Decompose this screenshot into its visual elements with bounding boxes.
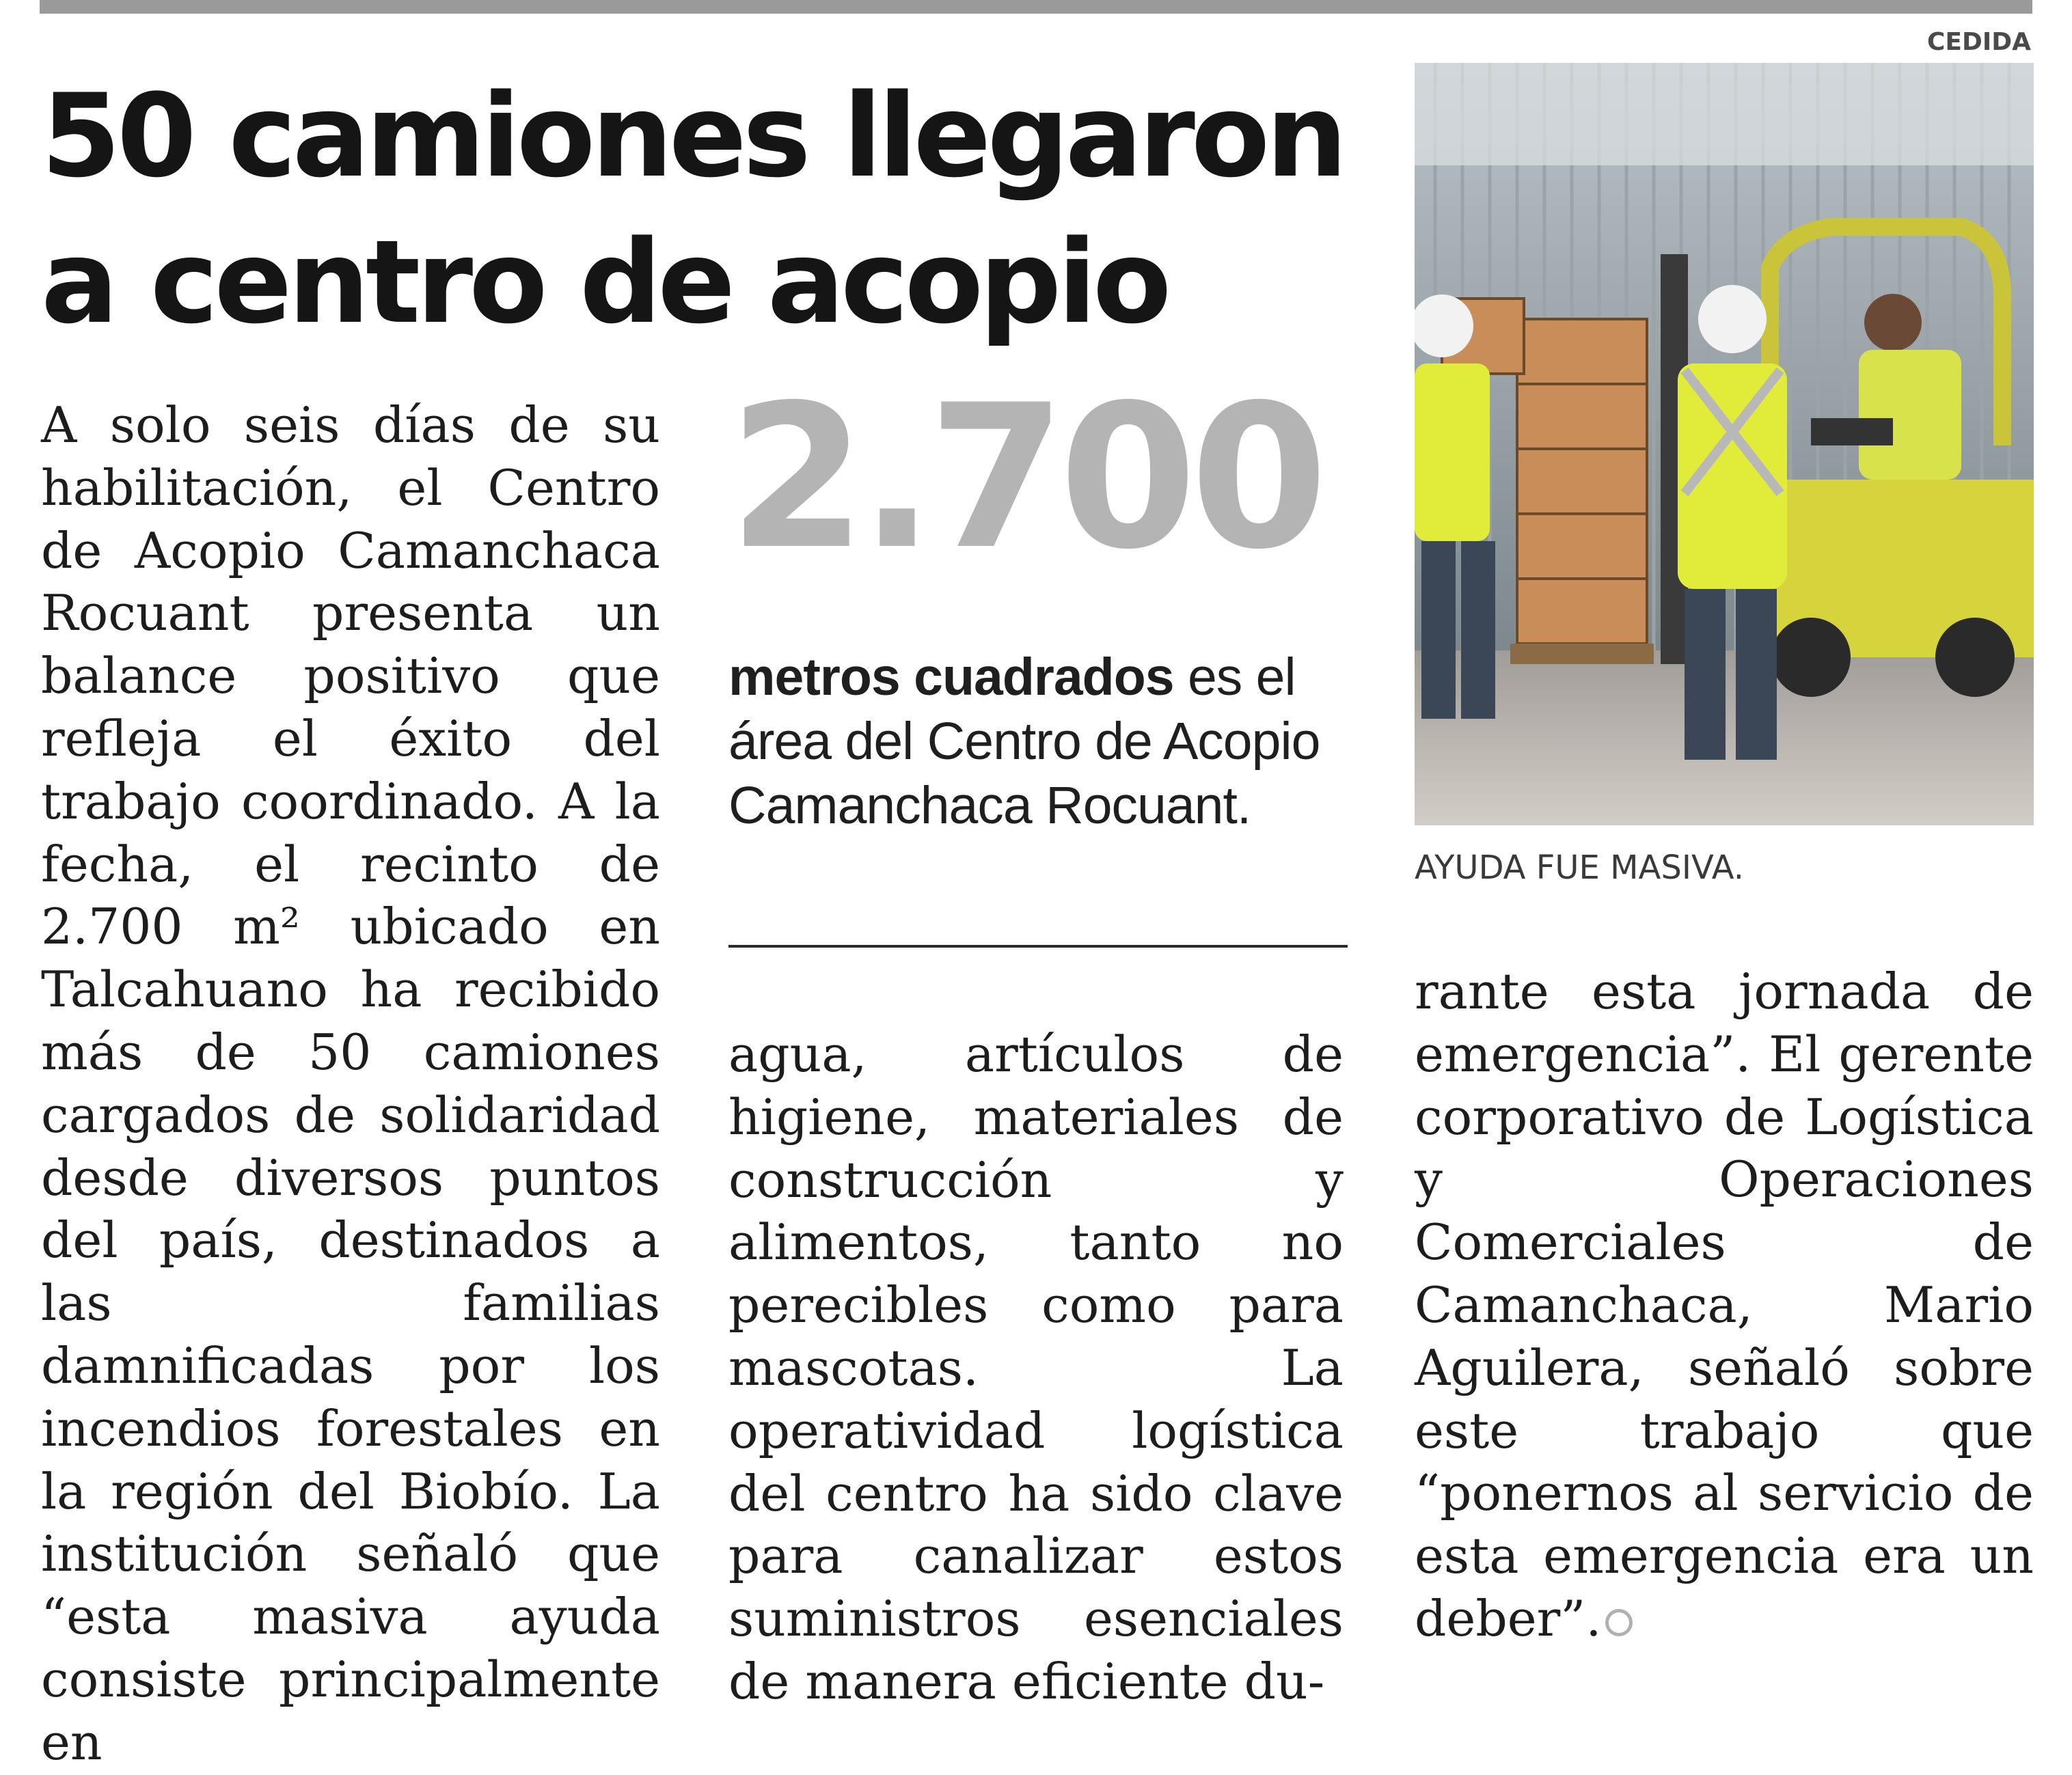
highlight-number: 2.700 (728, 363, 1322, 593)
top-rule-bar (40, 0, 2032, 14)
body-column-2: agua, artículos de higiene, materiales de construcción y alimentos, tanto no perecibles como para mascotas. La operatividad logística del centro ha sido clave para canalizar estos suministros esenciales de manera eficiente du- (728, 1026, 1344, 1711)
body-column-3 (1415, 961, 2034, 1651)
article-headline (41, 63, 1353, 355)
body-column-1: A solo seis días de su habilitación, el Centro de Acopio Camanchaca Rocuant presenta un balance positivo que refleja el éxito del trabajo coordinado. A la fecha, el recinto de 2.700 m² ubicado en Talcahuano ha recibido más de 50 camiones cargados de solidaridad desde diversos puntos del país, destinados a las familias damnificadas por los incendios forestales en la región del Biobío. La institución señaló que “esta masiva ayuda consiste principalmente en (41, 397, 660, 1772)
headline-line-1: 50 camiones llegaron (41, 69, 1344, 203)
article-end-icon (1605, 1609, 1633, 1636)
photo-credit: CEDIDA (1927, 28, 2032, 56)
photo-caption: AYUDA FUE MASIVA. (1415, 849, 1744, 887)
highlight-rest: es el área del Centro de Acopio Camanchaca Rocuant. (728, 648, 1320, 835)
headline-line-2: a centro de acopio (41, 215, 1168, 349)
photo-illustration (1415, 63, 2034, 825)
highlight-text (728, 645, 1344, 838)
highlight-divider (728, 945, 1348, 948)
warehouse-forklift-photo (1415, 63, 2034, 825)
highlight-bold: metros cuadrados (728, 648, 1174, 706)
body-column-3-text: rante esta jornada de emergencia”. El gerente corporativo de Logística y Operaciones Comerciales de Camanchaca, Mario Aguilera, señaló sobre este trabajo que “ponernos al servicio de esta emergencia era un deber”. (1415, 963, 2034, 1648)
